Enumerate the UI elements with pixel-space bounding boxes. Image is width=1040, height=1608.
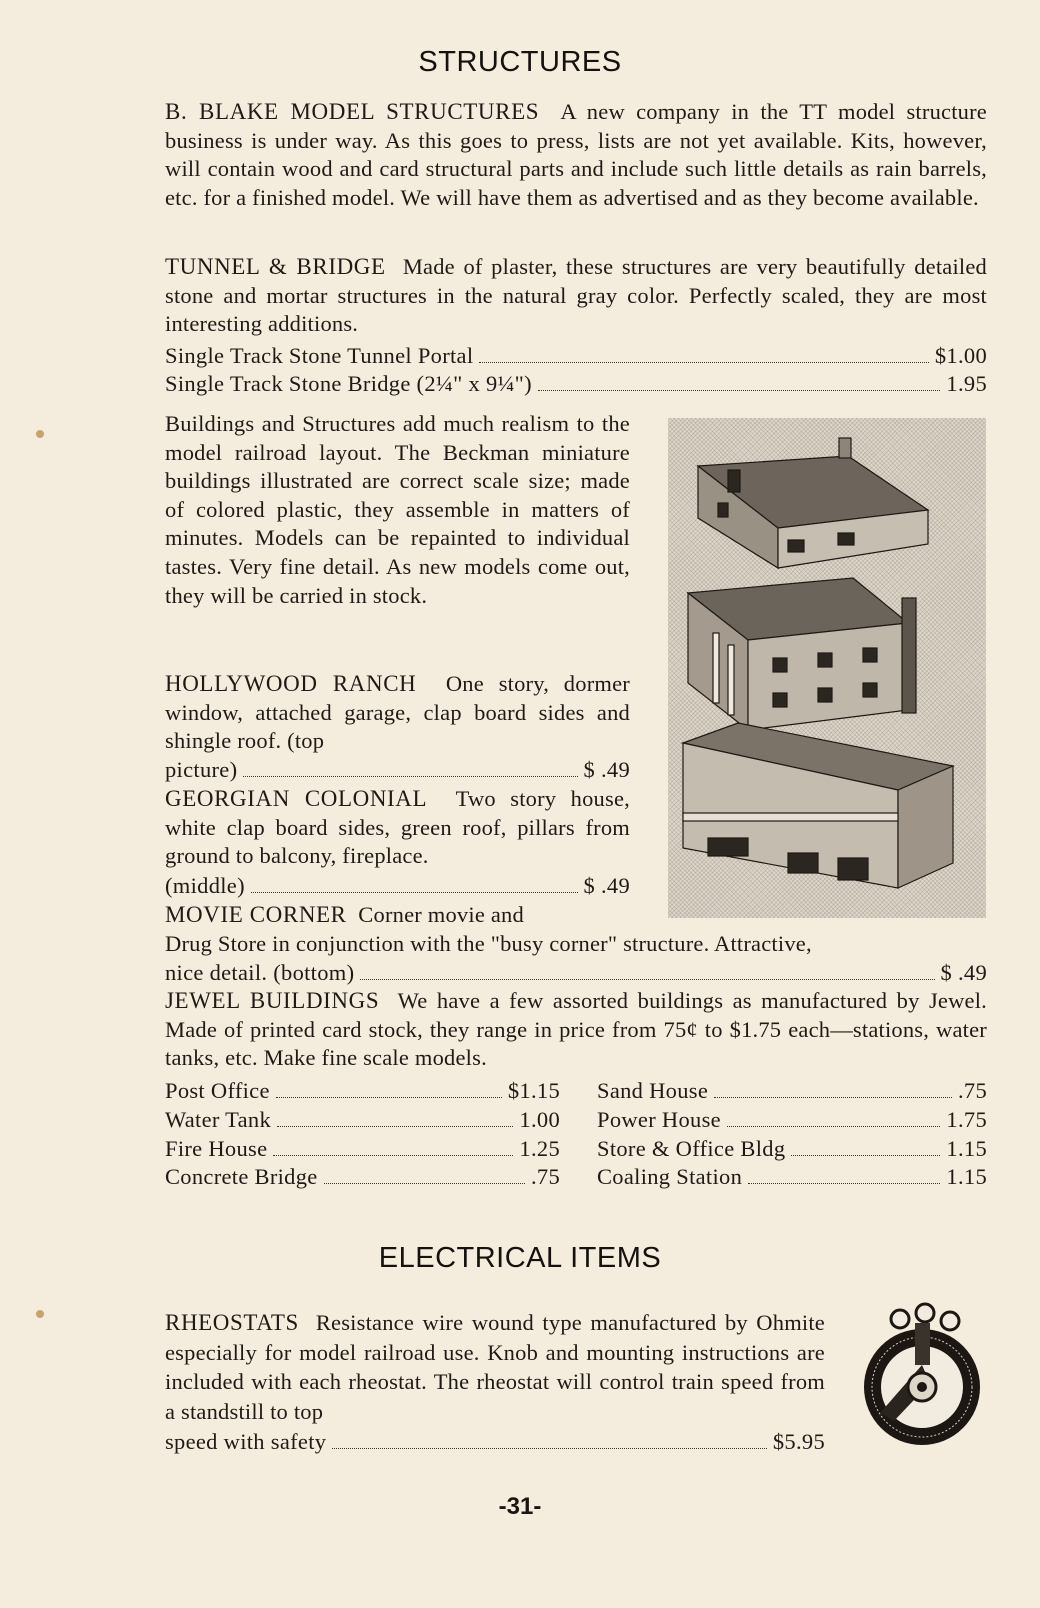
movie-title: MOVIE CORNER	[165, 902, 347, 927]
price-row	[165, 1106, 560, 1134]
movie-line2: Drug Store in conjunction with the "busy corner" structure. Attractive,	[165, 931, 812, 956]
leader-dots	[714, 1097, 952, 1098]
item-name: Single Track Stone Bridge (2¼" x 9¼")	[165, 371, 532, 396]
georgian-title: GEORGIAN COLONIAL	[165, 786, 428, 811]
item-name: (middle)	[165, 873, 245, 898]
electrical-title: ELECTRICAL ITEMS	[378, 1242, 662, 1274]
item-name: Concrete Bridge	[165, 1164, 318, 1189]
leader-dots	[791, 1155, 940, 1156]
price-row	[165, 370, 987, 398]
item-price: 1.75	[946, 1107, 987, 1132]
buildings-illustration	[668, 418, 986, 918]
item-name: Sand House	[597, 1078, 709, 1103]
movie-section	[165, 901, 630, 930]
movie-corner-image	[683, 723, 953, 888]
item-price: $ .49	[940, 960, 987, 985]
item-name: picture)	[165, 757, 238, 782]
item-name: nice detail. (bottom)	[165, 960, 355, 985]
hollywood-title: HOLLYWOOD RANCH	[165, 671, 417, 696]
leader-dots	[538, 390, 940, 391]
item-price: .75	[530, 1164, 560, 1189]
item-name: Store & Office Bldg	[597, 1136, 786, 1161]
item-price: 1.00	[519, 1107, 560, 1132]
leader-dots	[324, 1183, 525, 1184]
price-row	[597, 1106, 987, 1134]
jewel-section	[165, 987, 987, 1073]
item-name: Water Tank	[165, 1107, 272, 1132]
tunnel-section	[165, 253, 987, 339]
movie-line1: Corner movie and	[358, 902, 524, 927]
page-title: STRUCTURES	[418, 46, 622, 78]
tunnel-body: Made of plaster, these structures are very beautifully detailed stone and mortar structures in the natural gray color. Perfectly scaled, they are most interesting additions.	[165, 254, 988, 337]
jewel-title: JEWEL BUILDINGS	[165, 988, 380, 1013]
leader-dots	[273, 1155, 513, 1156]
price-row	[597, 1135, 987, 1163]
leader-dots	[332, 1448, 767, 1449]
rheostats-body: Resistance wire wound type manufactured by Ohmite especially for model railroad use. Knob and mounting instructions are included with each rheostat. The rheostat will control train speed from a standstill to top	[165, 1310, 825, 1424]
price-row	[165, 756, 630, 784]
leader-dots	[243, 776, 577, 777]
item-price: .75	[957, 1078, 987, 1103]
item-price: $1.00	[934, 343, 987, 368]
item-price: $5.95	[772, 1429, 825, 1454]
price-row	[165, 959, 987, 987]
ranch-house-image	[698, 438, 928, 568]
item-price: $ .49	[583, 873, 630, 898]
georgian-body: Two story house, white clap board sides, green roof, pillars from ground to balcony, fireplace.	[165, 786, 630, 869]
leader-dots	[479, 362, 928, 363]
item-name: Fire House	[165, 1136, 268, 1161]
leader-dots	[727, 1126, 941, 1127]
price-row	[597, 1163, 987, 1191]
punch-hole	[36, 430, 44, 438]
rheostats-title: RHEOSTATS	[165, 1310, 299, 1335]
leader-dots	[360, 979, 934, 980]
item-name: Single Track Stone Tunnel Portal	[165, 343, 474, 368]
item-name: speed with safety	[165, 1429, 327, 1454]
buildings-intro: Buildings and Structures add much realism to the model railroad layout. The Beckman miniature buildings illustrated are correct scale size; made of colored plastic, they assemble in matters of minutes. Models can be repainted to individual tastes. Very fine detail. As new models come out, they will be carried in stock.	[165, 411, 630, 608]
leader-dots	[276, 1097, 502, 1098]
georgian-section	[165, 785, 630, 871]
blake-title: B. BLAKE MODEL STRUCTURES	[165, 99, 540, 124]
price-row	[165, 342, 987, 370]
price-row	[165, 1428, 825, 1456]
leader-dots	[277, 1126, 513, 1127]
price-row	[165, 872, 630, 900]
rheostat-illustration	[860, 1295, 990, 1455]
item-price: $1.15	[507, 1078, 560, 1103]
item-price: 1.95	[946, 371, 987, 396]
price-row	[597, 1077, 987, 1105]
item-name: Coaling Station	[597, 1164, 743, 1189]
rheostats-section	[165, 1308, 825, 1426]
punch-hole	[36, 1310, 44, 1318]
price-row	[165, 1163, 560, 1191]
price-row	[165, 1135, 560, 1163]
page-number: -31-	[498, 1493, 542, 1520]
colonial-house-image	[688, 578, 916, 730]
blake-section	[165, 98, 987, 212]
blake-body: A new company in the TT model structure business is under way. As this goes to press, lists are not yet available. Kits, however, will contain wood and card structural parts and include such little details as rain barrels, etc. for a finished model. We will have them as advertised and as they become available.	[165, 99, 987, 210]
leader-dots	[748, 1183, 940, 1184]
leader-dots	[251, 892, 578, 893]
item-price: 1.15	[946, 1164, 987, 1189]
jewel-body: We have a few assorted buildings as manufactured by Jewel. Made of printed card stock, they range in price from 75¢ to $1.75 each—stations, water tanks, etc. Make fine scale models.	[165, 988, 987, 1071]
item-price: 1.25	[519, 1136, 560, 1161]
item-price: $ .49	[583, 757, 630, 782]
hollywood-section	[165, 670, 630, 756]
item-name: Power House	[597, 1107, 721, 1132]
tunnel-title: TUNNEL & BRIDGE	[165, 254, 386, 279]
item-name: Post Office	[165, 1078, 270, 1103]
hollywood-body: One story, dormer window, attached garage, clap board sides and shingle roof. (top	[165, 671, 630, 754]
price-row	[165, 1077, 560, 1105]
item-price: 1.15	[946, 1136, 987, 1161]
